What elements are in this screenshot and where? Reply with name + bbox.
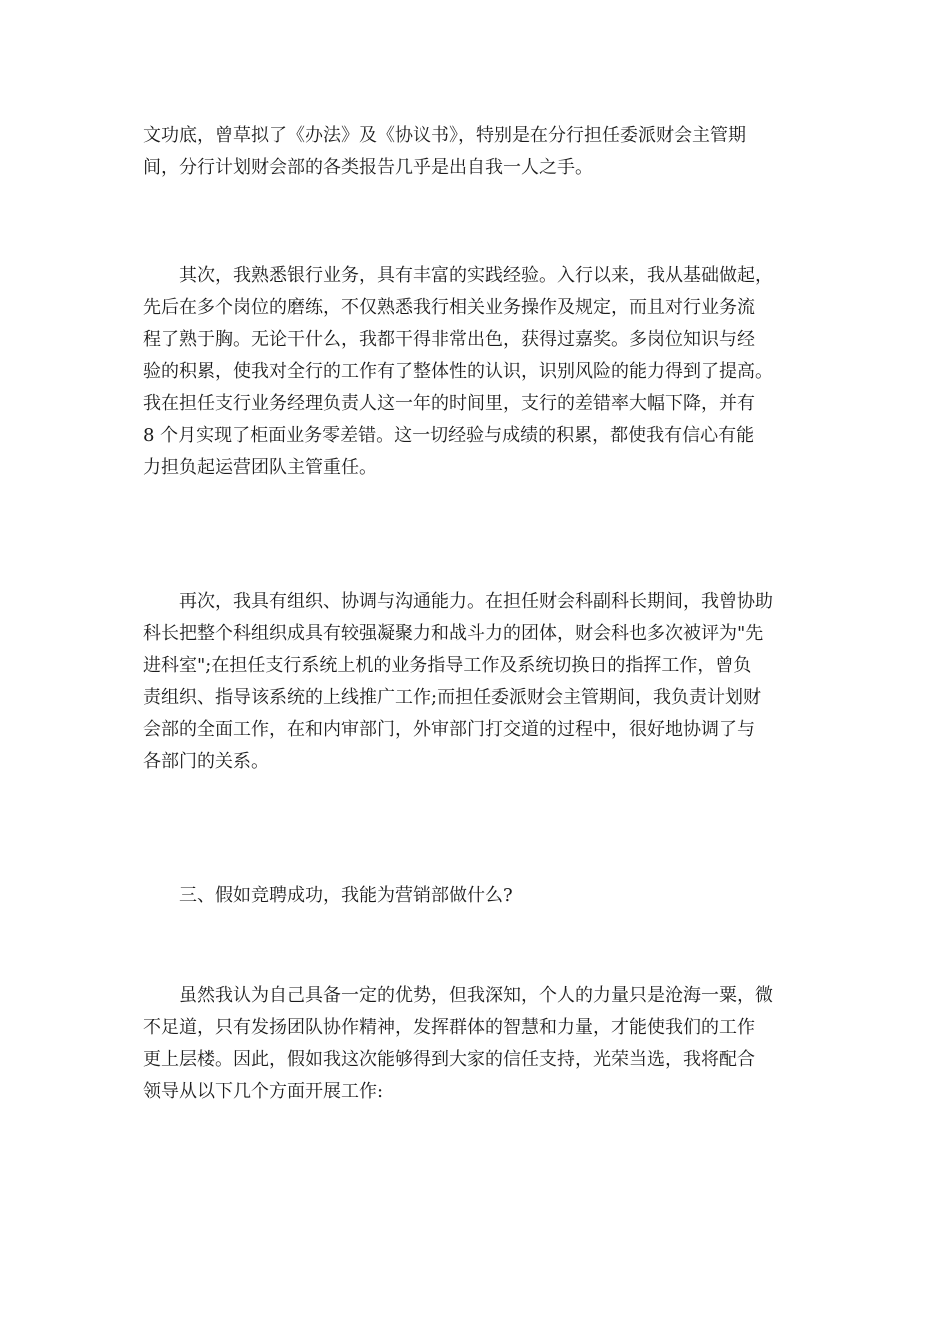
text-line: 其次，我熟悉银行业务，具有丰富的实践经验。入行以来，我从基础做起， [143,265,773,286]
text-line: 文功底，曾草拟了《办法》及《协议书》，特别是在分行担任委派财会主管期 [143,125,746,146]
section-heading-three [143,880,813,912]
text-line: 科长把整个科组织成具有较强凝聚力和战斗力的团体，财会科也多次被评为"先 [143,623,764,644]
text-line: 8 个月实现了柜面业务零差错。这一切经验与成绩的积累，都使我有信心有能 [143,425,755,446]
paragraph-team-plan [143,980,813,1108]
text-line: 更上层楼。因此，假如我这次能够得到大家的信任支持，光荣当选，我将配合 [143,1049,755,1070]
text-line: 程了熟于胸。无论干什么，我都干得非常出色，获得过嘉奖。多岗位知识与经 [143,329,755,350]
text-line: 我在担任支行业务经理负责人这一年的时间里，支行的差错率大幅下降，并有 [143,393,755,414]
text-line: 各部门的关系。 [143,751,269,772]
text-line: 间，分行计划财会部的各类报告几乎是出自我一人之手。 [143,157,593,178]
text-line: 虽然我认为自己具备一定的优势，但我深知，个人的力量只是沧海一粟，微 [143,985,773,1006]
text-line: 力担负起运营团队主管重任。 [143,457,377,478]
paragraph-banking-experience [143,260,813,484]
paragraph-organization-skills [143,586,813,778]
text-line: 先后在多个岗位的磨练，不仅熟悉我行相关业务操作及规定，而且对行业务流 [143,297,755,318]
text-line: 进科室";在担任支行系统上机的业务指导工作及系统切换日的指挥工作，曾负 [143,655,752,676]
text-line: 再次，我具有组织、协调与沟通能力。在担任财会科副科长期间，我曾协助 [143,591,773,612]
paragraph-writing-skills [143,120,813,184]
text-line: 会部的全面工作，在和内审部门，外审部门打交道的过程中，很好地协调了与 [143,719,755,740]
text-line: 验的积累，使我对全行的工作有了整体性的认识，识别风险的能力得到了提高。 [143,361,773,382]
text-line: 责组织、指导该系统的上线推广工作;而担任委派财会主管期间，我负责计划财 [143,687,762,708]
heading-line: 三、假如竞聘成功，我能为营销部做什么? [143,885,513,906]
text-line: 不足道，只有发扬团队协作精神，发挥群体的智慧和力量，才能使我们的工作 [143,1017,755,1038]
text-line: 领导从以下几个方面开展工作: [143,1081,384,1102]
